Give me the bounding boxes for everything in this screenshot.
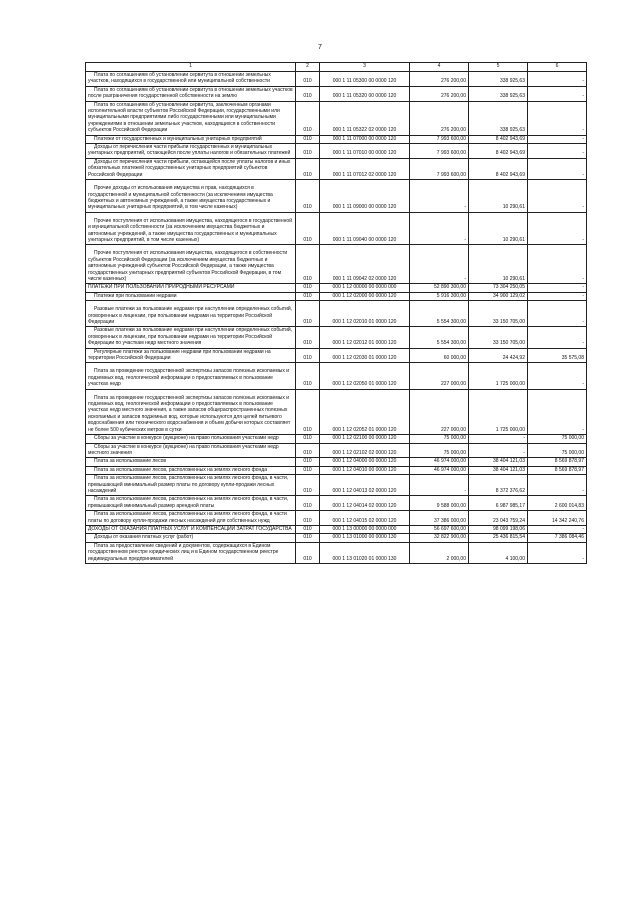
cell-rest: - (528, 363, 587, 389)
table-row (86, 86, 587, 101)
cell-exec: 34 900 129,02 (469, 292, 528, 300)
cell-code: 000 1 11 09000 00 0000 120 (320, 180, 410, 213)
cell-code: 000 1 12 02000 00 0000 120 (320, 292, 410, 300)
cell-line: 010 (296, 389, 320, 434)
table-row (86, 496, 587, 511)
table-row (86, 525, 587, 533)
cell-rest: - (528, 144, 587, 159)
cell-code: 000 1 13 00000 00 0000 000 (320, 525, 410, 533)
cell-rest: - (528, 158, 587, 179)
cell-code: 000 1 12 02050 01 0000 120 (320, 363, 410, 389)
table-row (86, 466, 587, 474)
table-row (86, 135, 587, 143)
cell-rest: - (528, 101, 587, 135)
cell-name: Плата за использование лесов, расположенных на землях лесного фонда, в части платы по договору купли-продажи лесных насаждений для собственных нужд (86, 511, 296, 526)
cell-exec: 24 424,92 (469, 348, 528, 363)
cell-rest: - (528, 86, 587, 101)
cell-exec: 23 043 759,24 (469, 511, 528, 526)
cell-rest: - (528, 475, 587, 496)
cell-plan: 7 993 600,00 (410, 144, 469, 159)
cell-code: 000 1 13 01000 00 0000 130 (320, 534, 410, 542)
cell-exec: 4 100,00 (469, 542, 528, 563)
cell-code: 000 1 11 05300 00 0000 120 (320, 72, 410, 87)
cell-name: Плата за предоставление сведений и документов, содержащихся в Едином государственном реестре юридических лиц и в Едином государственном реестре индивидуальных предпринимателей (86, 542, 296, 563)
cell-rest: 75 000,00 (528, 435, 587, 443)
cell-code: 000 1 12 04014 02 0000 120 (320, 496, 410, 511)
header-col-5: 5 (469, 63, 528, 72)
header-col-2: 2 (296, 63, 320, 72)
cell-name: Плата по соглашениям об установлении сервитута, заключенным органами исполнительной власти субъектов Российской Федерации, государственными или муниципальными предприятиями либо государственными или муниципальными учреждениями в отношении земельных участков, находящихся в собственности субъектов Российской Федерации (86, 101, 296, 135)
cell-line: 010 (296, 212, 320, 245)
header-col-1: 1 (86, 63, 296, 72)
table-row (86, 389, 587, 434)
table-row (86, 301, 587, 327)
table-row (86, 443, 587, 458)
cell-exec: - (469, 443, 528, 458)
cell-exec: 10 290,61 (469, 245, 528, 284)
cell-line: 010 (296, 180, 320, 213)
cell-rest: - (528, 180, 587, 213)
cell-exec: 33 150 705,00 (469, 301, 528, 327)
cell-name: Сборы за участие в конкурсе (аукционе) на право пользования участками недр (86, 435, 296, 443)
cell-plan: - (410, 180, 469, 213)
cell-line: 010 (296, 542, 320, 563)
cell-name: Прочие поступления от использования имущества, находящегося в государственной и муниципальной собственности (за исключением имущества бюджетных и автономных учреждений, а также имущества государственных и муниципальных унитарных предприятий, в том числе казенных) (86, 212, 296, 245)
cell-rest: - (528, 542, 587, 563)
table-row (86, 435, 587, 443)
cell-plan: 2 000,00 (410, 542, 469, 563)
revenue-table (85, 62, 587, 564)
cell-name: ПЛАТЕЖИ ПРИ ПОЛЬЗОВАНИИ ПРИРОДНЫМИ РЕСУРСАМИ (86, 284, 296, 292)
cell-name: Плата за использование лесов, расположенных на землях лесного фонда (86, 466, 296, 474)
cell-line: 010 (296, 144, 320, 159)
cell-exec: 33 150 705,00 (469, 327, 528, 348)
cell-line: 010 (296, 466, 320, 474)
page-number: 7 (318, 44, 322, 51)
cell-name: Плата за использование лесов (86, 458, 296, 466)
header-col-3: 3 (320, 63, 410, 72)
cell-exec: 8 402 943,69 (469, 158, 528, 179)
cell-line: 010 (296, 327, 320, 348)
cell-plan: 227 000,00 (410, 363, 469, 389)
cell-exec: 8 402 943,69 (469, 144, 528, 159)
cell-plan: 52 890 300,00 (410, 284, 469, 292)
cell-exec: - (469, 435, 528, 443)
cell-line: 010 (296, 534, 320, 542)
cell-code: 000 1 11 09040 00 0000 120 (320, 212, 410, 245)
cell-name: Сборы за участие в конкурсе (аукционе) на право пользования участками недр местного значения (86, 443, 296, 458)
cell-rest: 75 000,00 (528, 443, 587, 458)
cell-code: 000 1 12 02052 01 0000 120 (320, 389, 410, 434)
cell-rest: - (528, 284, 587, 292)
cell-rest: - (528, 245, 587, 284)
cell-name: Доходы от перечисления части прибыли государственных и муниципальных унитарных предприятий, остающейся после уплаты налогов и обязательных платежей (86, 144, 296, 159)
table-row (86, 363, 587, 389)
cell-exec: 1 725 000,00 (469, 389, 528, 434)
cell-exec: 338 925,63 (469, 72, 528, 87)
cell-code: 000 1 11 05322 02 0000 120 (320, 101, 410, 135)
cell-plan: 56 697 600,00 (410, 525, 469, 533)
cell-rest: 2 600 014,83 (528, 496, 587, 511)
cell-rest: 35 575,08 (528, 348, 587, 363)
cell-plan: - (410, 212, 469, 245)
cell-name: Плата за использование лесов, расположенных на землях лесного фонда, в части, превышающей минимальный размер арендной платы (86, 496, 296, 511)
cell-plan: 75 000,00 (410, 443, 469, 458)
cell-code: 000 1 12 02012 01 0000 120 (320, 327, 410, 348)
cell-rest: - (528, 389, 587, 434)
cell-exec: 6 987 985,17 (469, 496, 528, 511)
table-row (86, 327, 587, 348)
cell-line: 010 (296, 284, 320, 292)
cell-plan: 9 588 000,00 (410, 496, 469, 511)
header-row (86, 63, 587, 72)
cell-plan: 276 200,00 (410, 101, 469, 135)
cell-line: 010 (296, 301, 320, 327)
cell-plan: 5 554 300,00 (410, 327, 469, 348)
cell-plan: 7 993 600,00 (410, 158, 469, 179)
cell-name: Плата за проведение государственной экспертизы запасов полезных ископаемых и подземных вод, геологической информации о предоставляемых в пользование участках недр (86, 363, 296, 389)
cell-line: 010 (296, 443, 320, 458)
cell-name: Плата по соглашениям об установлении сервитута в отношении земельных участков, находящихся в государственной или муниципальной собственности (86, 72, 296, 87)
cell-line: 010 (296, 511, 320, 526)
cell-name: Доходы от перечисления части прибыли, остающейся после уплаты налогов и иных обязательных платежей государственных унитарных предприятий субъектов Российской Федерации (86, 158, 296, 179)
cell-code: 000 1 12 02100 00 0000 120 (320, 435, 410, 443)
cell-code: 000 1 11 07010 00 0000 120 (320, 144, 410, 159)
cell-exec: 98 099 198,06 (469, 525, 528, 533)
cell-plan: 75 000,00 (410, 435, 469, 443)
table-row (86, 292, 587, 300)
cell-rest: 8 569 878,97 (528, 466, 587, 474)
cell-name: Прочие поступления от использования имущества, находящегося в собственности субъектов Российской Федерации (за исключением имущества бюджетных и автономных учреждений субъектов Российской Федерации, а также имущества государственных унитарных предприятий субъектов Российской Федерации, в том числе казенных) (86, 245, 296, 284)
cell-line: 010 (296, 86, 320, 101)
cell-name: Платежи от государственных и муниципальных унитарных предприятий (86, 135, 296, 143)
table-row (86, 475, 587, 496)
cell-line: 010 (296, 435, 320, 443)
cell-line: 010 (296, 245, 320, 284)
cell-code: 000 1 12 02010 01 0000 120 (320, 301, 410, 327)
table-row (86, 144, 587, 159)
cell-plan: 60 000,00 (410, 348, 469, 363)
cell-rest: - (528, 292, 587, 300)
cell-exec: 1 725 000,00 (469, 363, 528, 389)
cell-code: 000 1 12 04013 02 0000 120 (320, 475, 410, 496)
cell-code: 000 1 12 04000 00 0000 120 (320, 458, 410, 466)
cell-rest: 7 386 084,46 (528, 534, 587, 542)
cell-code: 000 1 12 02030 01 0000 120 (320, 348, 410, 363)
cell-code: 000 1 11 05320 00 0000 120 (320, 86, 410, 101)
cell-exec: 338 925,63 (469, 101, 528, 135)
table-row (86, 212, 587, 245)
table-row (86, 534, 587, 542)
cell-plan: 276 200,00 (410, 86, 469, 101)
cell-plan: 5 916 300,00 (410, 292, 469, 300)
cell-line: 010 (296, 72, 320, 87)
cell-name: Регулярные платежи за пользование недрами при пользовании недрами на территории Российской Федерации (86, 348, 296, 363)
cell-code: 000 1 12 04015 02 0000 120 (320, 511, 410, 526)
cell-line: 010 (296, 363, 320, 389)
cell-name: ДОХОДЫ ОТ ОКАЗАНИЯ ПЛАТНЫХ УСЛУГ И КОМПЕНСАЦИИ ЗАТРАТ ГОСУДАРСТВА (86, 525, 296, 533)
table-row (86, 72, 587, 87)
cell-line: 010 (296, 101, 320, 135)
cell-code: 000 1 13 01020 01 0000 130 (320, 542, 410, 563)
cell-line: 010 (296, 525, 320, 533)
cell-name: Плата за использование лесов, расположенных на землях лесного фонда, в части, превышающей минимальный размер платы по договору купли-продажи лесных насаждений (86, 475, 296, 496)
cell-name: Платежи при пользовании недрами (86, 292, 296, 300)
cell-plan: 7 993 600,00 (410, 135, 469, 143)
table-row (86, 245, 587, 284)
cell-plan: 227 000,00 (410, 389, 469, 434)
cell-exec: 25 436 815,54 (469, 534, 528, 542)
cell-plan: 32 822 900,00 (410, 534, 469, 542)
cell-plan: - (410, 475, 469, 496)
cell-rest: - (528, 525, 587, 533)
cell-line: 010 (296, 475, 320, 496)
cell-line: 010 (296, 348, 320, 363)
table-row (86, 542, 587, 563)
cell-plan: 37 386 000,00 (410, 511, 469, 526)
header-col-6: 6 (528, 63, 587, 72)
cell-plan: 46 974 000,00 (410, 458, 469, 466)
cell-code: 000 1 12 02102 02 0000 120 (320, 443, 410, 458)
cell-exec: 10 290,61 (469, 212, 528, 245)
cell-name: Разовые платежи за пользование недрами при наступлении определенных событий, оговоренных в лицензии, при пользовании недрами на территории Российской Федерации по участкам недр местного значения (86, 327, 296, 348)
table-row (86, 284, 587, 292)
table-row (86, 348, 587, 363)
cell-exec: 38 404 121,03 (469, 466, 528, 474)
header-col-4: 4 (410, 63, 469, 72)
cell-exec: 8 372 376,62 (469, 475, 528, 496)
cell-exec: 338 925,63 (469, 86, 528, 101)
table-row (86, 458, 587, 466)
cell-rest: 8 569 878,97 (528, 458, 587, 466)
table-body (86, 72, 587, 564)
cell-line: 010 (296, 292, 320, 300)
cell-name: Прочие доходы от использования имущества и прав, находящихся в государственной и муниципальной собственности (за исключением имущества бюджетных и автономных учреждений, а также имущества государственных и муниципальных унитарных предприятий, в том числе казенных) (86, 180, 296, 213)
cell-code: 000 1 12 00000 00 0000 000 (320, 284, 410, 292)
cell-plan: 276 200,00 (410, 72, 469, 87)
cell-rest: 14 342 240,76 (528, 511, 587, 526)
table-row (86, 180, 587, 213)
cell-rest: - (528, 135, 587, 143)
cell-name: Плата по соглашениям об установлении сервитута в отношении земельных участков после разграничения государственной собственности на землю (86, 86, 296, 101)
cell-exec: 10 290,61 (469, 180, 528, 213)
cell-line: 010 (296, 158, 320, 179)
cell-rest: - (528, 72, 587, 87)
cell-code: 000 1 11 07000 00 0000 120 (320, 135, 410, 143)
cell-name: Разовые платежи за пользование недрами при наступлении определенных событий, оговоренных в лицензии, при пользовании недрами на территории Российской Федерации (86, 301, 296, 327)
cell-exec: 8 402 943,69 (469, 135, 528, 143)
cell-code: 000 1 11 09042 02 0000 120 (320, 245, 410, 284)
cell-name: Плата за проведение государственной экспертизы запасов полезных ископаемых и подземных вод, геологической информации о предоставляемых в пользование участках недр местного значения, а также запасов общераспространенных полезных ископаемых и запасов подземных вод, которые используются для целей питьевого водоснабжения или технического водоснабжения и объем добычи которых составляет не более 500 кубических метров в сутки (86, 389, 296, 434)
cell-rest: - (528, 327, 587, 348)
cell-code: 000 1 11 07012 02 0000 120 (320, 158, 410, 179)
table-row (86, 511, 587, 526)
cell-plan: 46 974 000,00 (410, 466, 469, 474)
cell-plan: - (410, 245, 469, 284)
cell-line: 010 (296, 135, 320, 143)
cell-name: Доходы от оказания платных услуг (работ) (86, 534, 296, 542)
cell-exec: 73 304 250,05 (469, 284, 528, 292)
table-row (86, 101, 587, 135)
cell-rest: - (528, 212, 587, 245)
cell-exec: 38 404 121,03 (469, 458, 528, 466)
table-row (86, 158, 587, 179)
cell-line: 010 (296, 458, 320, 466)
cell-code: 000 1 12 04010 00 0000 120 (320, 466, 410, 474)
cell-plan: 5 554 300,00 (410, 301, 469, 327)
cell-rest: - (528, 301, 587, 327)
cell-line: 010 (296, 496, 320, 511)
